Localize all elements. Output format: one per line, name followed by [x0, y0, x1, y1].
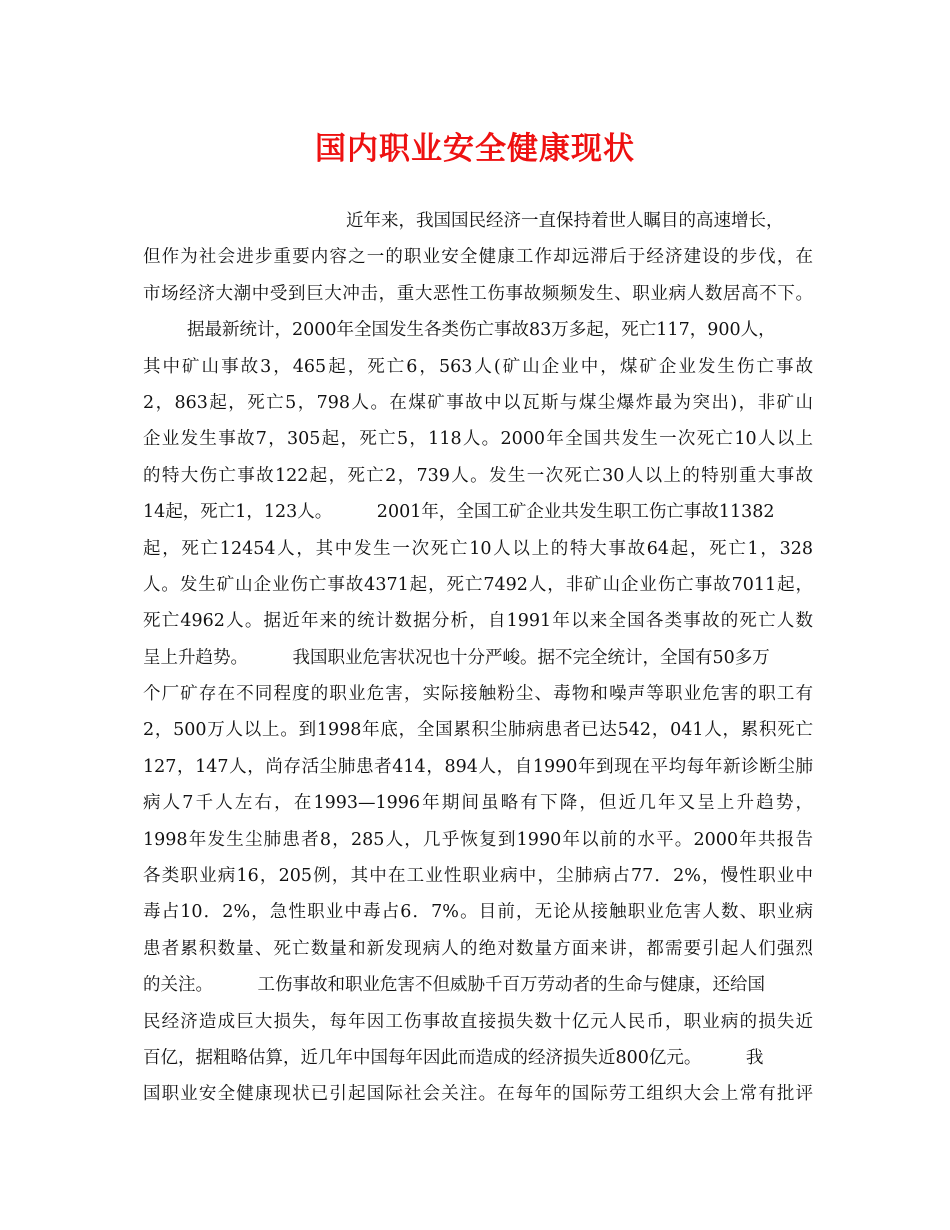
body-line: 其中矿山事故3，465起，死亡6，563人(矿山企业中，煤矿企业发生伤亡事故	[143, 356, 813, 377]
body-line: 国职业安全健康现状已引起国际社会关注。在每年的国际劳工组织大会上常有批评	[143, 1084, 813, 1105]
body-line: 人。发生矿山企业伤亡事故4371起，死亡7492人，非矿山企业伤亡事故7011起，	[143, 574, 813, 595]
body-line: 各类职业病16，205例，其中在工业性职业病中，尘肺病占77．2%，慢性职业中	[143, 866, 813, 887]
body-line: 127，147人，尚存活尘肺患者414，894人，自1990年到现在平均每年新诊断尘肺	[143, 756, 813, 777]
document-body	[143, 203, 813, 1113]
body-line: 近年来，我国国民经济一直保持着世人瞩目的高速增长，	[346, 211, 784, 231]
body-line: 市场经济大潮中受到巨大冲击，重大恶性工伤事故频频发生、职业病人数居高不下。	[143, 283, 813, 304]
body-line: 1998年发生尘肺患者8，285人，几乎恢复到1990年以前的水平。2000年共报告	[143, 829, 813, 850]
body-line: 企业发生事故7，305起，死亡5，118人。2000年全国共发生一次死亡10人以上	[143, 429, 813, 450]
body-line: 的特大伤亡事故122起，死亡2，739人。发生一次死亡30人以上的特别重大事故	[143, 465, 813, 486]
body-line: 病人7千人左右，在1993—1996年期间虽略有下降，但近几年又呈上升趋势，	[143, 793, 813, 814]
body-line: 患者累积数量、死亡数量和新发现病人的绝对数量方面来讲，都需要引起人们强烈	[143, 938, 813, 959]
body-line: 据最新统计，2000年全国发生各类伤亡事故83万多起，死亡117，900人，	[187, 320, 776, 341]
body-line: 百亿，据粗略估算，近几年中国每年因此而造成的经济损失近800亿元。 我	[143, 1047, 764, 1068]
body-line: 2，500万人以上。到1998年底，全国累积尘肺病患者已达542，041人，累积死亡	[143, 720, 813, 741]
body-line: 起，死亡12454人，其中发生一次死亡10人以上的特大事故64起，死亡1，328	[143, 538, 813, 559]
body-line: 毒占10．2%，急性职业中毒占6．7%。目前，无论从接触职业危害人数、职业病	[143, 902, 813, 923]
body-line: 民经济造成巨大损失，每年因工伤事故直接损失数十亿元人民币，职业病的损失近	[143, 1011, 813, 1032]
document-title: 国内职业安全健康现状	[315, 131, 635, 167]
body-line: 呈上升趋势。 我国职业危害状况也十分严峻。据不完全统计，全国有50多万	[143, 647, 770, 668]
body-line: 2，863起，死亡5，798人。在煤矿事故中以瓦斯与煤尘爆炸最为突出)，非矿山	[143, 392, 813, 413]
body-line: 死亡4962人。据近年来的统计数据分析，自1991年以来全国各类事故的死亡人数	[143, 611, 813, 632]
body-line: 个厂矿存在不同程度的职业危害，实际接触粉尘、毒物和噪声等职业危害的职工有	[143, 684, 813, 705]
body-line: 14起，死亡1，123人。 2001年，全国工矿企业共发生职工伤亡事故11382	[143, 502, 775, 523]
body-line: 但作为社会进步重要内容之一的职业安全健康工作却远滞后于经济建设的步伐，在	[143, 247, 813, 268]
body-line: 的关注。 工伤事故和职业危害不但威胁千百万劳动者的生命与健康，还给国	[143, 975, 765, 996]
